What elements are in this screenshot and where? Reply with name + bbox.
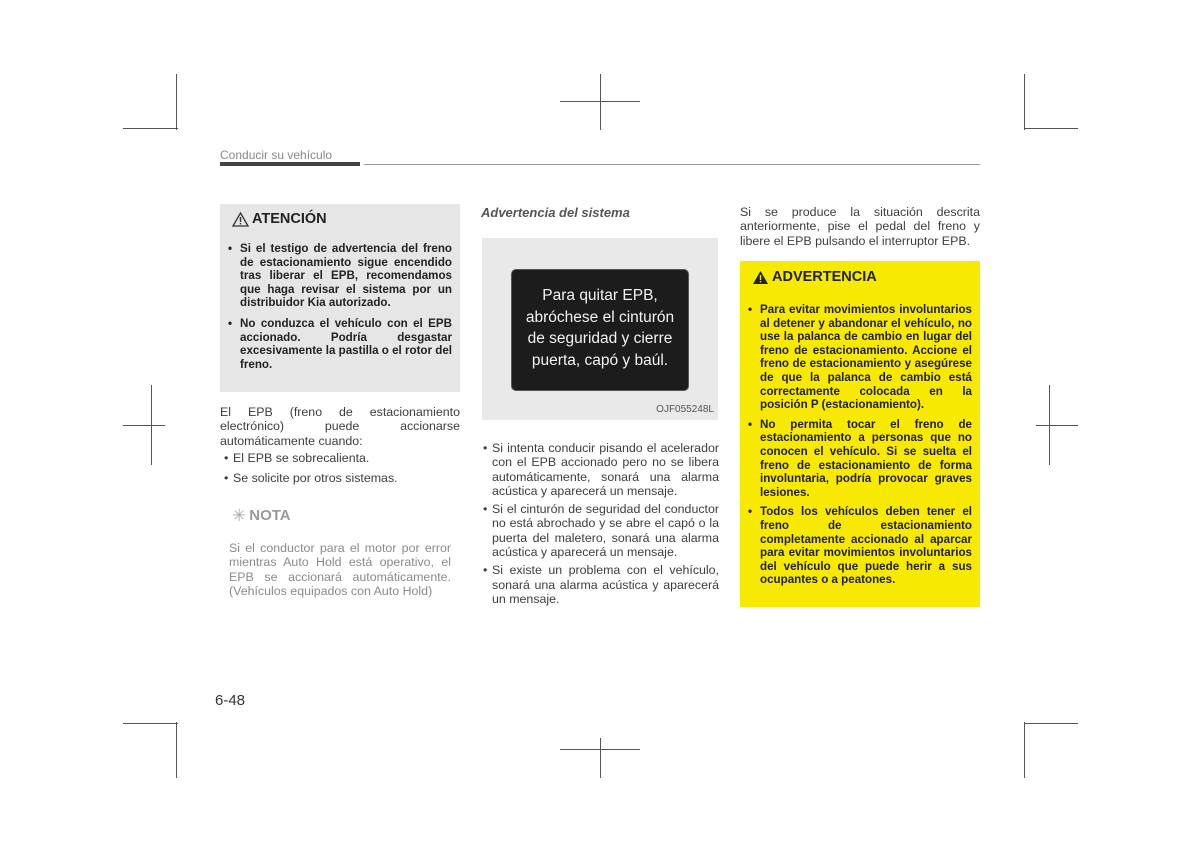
header-bar bbox=[220, 162, 360, 166]
caution-title: ATENCIÓN bbox=[252, 211, 327, 227]
caution-item: • No conduzca el vehículo con el EPB accionado. Podría desgastar excesivamente la pastilla o el rotor del freno. bbox=[228, 317, 452, 371]
caution-box bbox=[220, 204, 460, 392]
display-line: abróchese el cinturón bbox=[525, 308, 675, 326]
asterisk-icon: ✳ bbox=[232, 506, 247, 525]
section-title: Conducir su vehículo bbox=[220, 148, 333, 162]
note-text: Si el conductor para el motor por error mientras Auto Hold está operativo, el EPB se accionará automáticamente. (Vehículos equipados con Auto Hold) bbox=[229, 541, 451, 598]
list-item: • El EPB se sobrecalienta. bbox=[224, 451, 460, 465]
warning-box bbox=[740, 261, 980, 607]
note-heading bbox=[232, 507, 291, 524]
caution-item: • Si el testigo de advertencia del freno de estacionamiento sigue encendido tras liberar el EPB, recomendamos que haga revisar el sistema por un distribuidor Kia autorizado. bbox=[228, 242, 452, 310]
epb-auto-intro: El EPB (freno de estacionamiento electrónico) puede accionarse automáticamente cuando: bbox=[220, 405, 460, 448]
section-heading: Advertencia del sistema bbox=[481, 205, 630, 220]
display-line: Para quitar EPB, bbox=[542, 287, 658, 304]
warning-triangle-icon bbox=[232, 212, 249, 227]
running-header bbox=[220, 147, 980, 169]
note-title: NOTA bbox=[249, 507, 291, 524]
list-item: • Si existe un problema con el vehículo, sonará una alarma acústica y aparecerá un mensaje. bbox=[483, 563, 719, 606]
list-item: • Si el cinturón de seguridad del conductor no está abrochado y se abre el capó o la puerta del maletero, sonará una alarma acústica y aparecerá un mensaje. bbox=[483, 502, 719, 559]
warning-item: • No permita tocar el freno de estacionamiento a personas que no conocen el vehículo. Si se suelta el freno de estacionamiento de forma involuntaria, podría provocar graves lesiones. bbox=[748, 418, 972, 500]
display-line: de seguridad y cierre bbox=[527, 330, 673, 347]
list-item: • Si intenta conducir pisando el acelerador con el EPB accionado pero no se libera automáticamente, sonará una alarma acústica y aparecerá un mensaje. bbox=[483, 441, 719, 498]
warning-triangle-icon bbox=[752, 270, 769, 285]
release-instruction: Si se produce la situación descrita anteriormente, pise el pedal del freno y libere el EPB pulsando el interruptor EPB. bbox=[740, 205, 980, 248]
list-item: • Se solicite por otros sistemas. bbox=[224, 471, 460, 485]
caution-heading bbox=[232, 211, 327, 227]
cluster-image bbox=[482, 238, 718, 420]
warning-item: • Para evitar movimientos involuntarios al detener y abandonar el vehículo, no use la palanca de cambio en lugar del freno de estacionamiento. Accione el freno de estacionamiento y asegúrese de que la palanca de cambio está correctamente colocada en la posición P (estacionamiento). bbox=[748, 303, 972, 412]
warning-item: • Todos los vehículos deben tener el freno de estacionamiento completamente accionado al aparcar para evitar movimientos involuntarios del vehículo que puede herir a sus ocupantes o a peatones. bbox=[748, 505, 972, 587]
warning-title: ADVERTENCIA bbox=[772, 269, 877, 285]
page-number: 6-48 bbox=[215, 692, 246, 709]
header-rule bbox=[364, 164, 980, 165]
cluster-display bbox=[511, 269, 689, 391]
warning-heading bbox=[752, 269, 877, 285]
display-line: puerta, capó y baúl. bbox=[531, 351, 669, 369]
image-code: OJF055248L bbox=[656, 404, 714, 415]
